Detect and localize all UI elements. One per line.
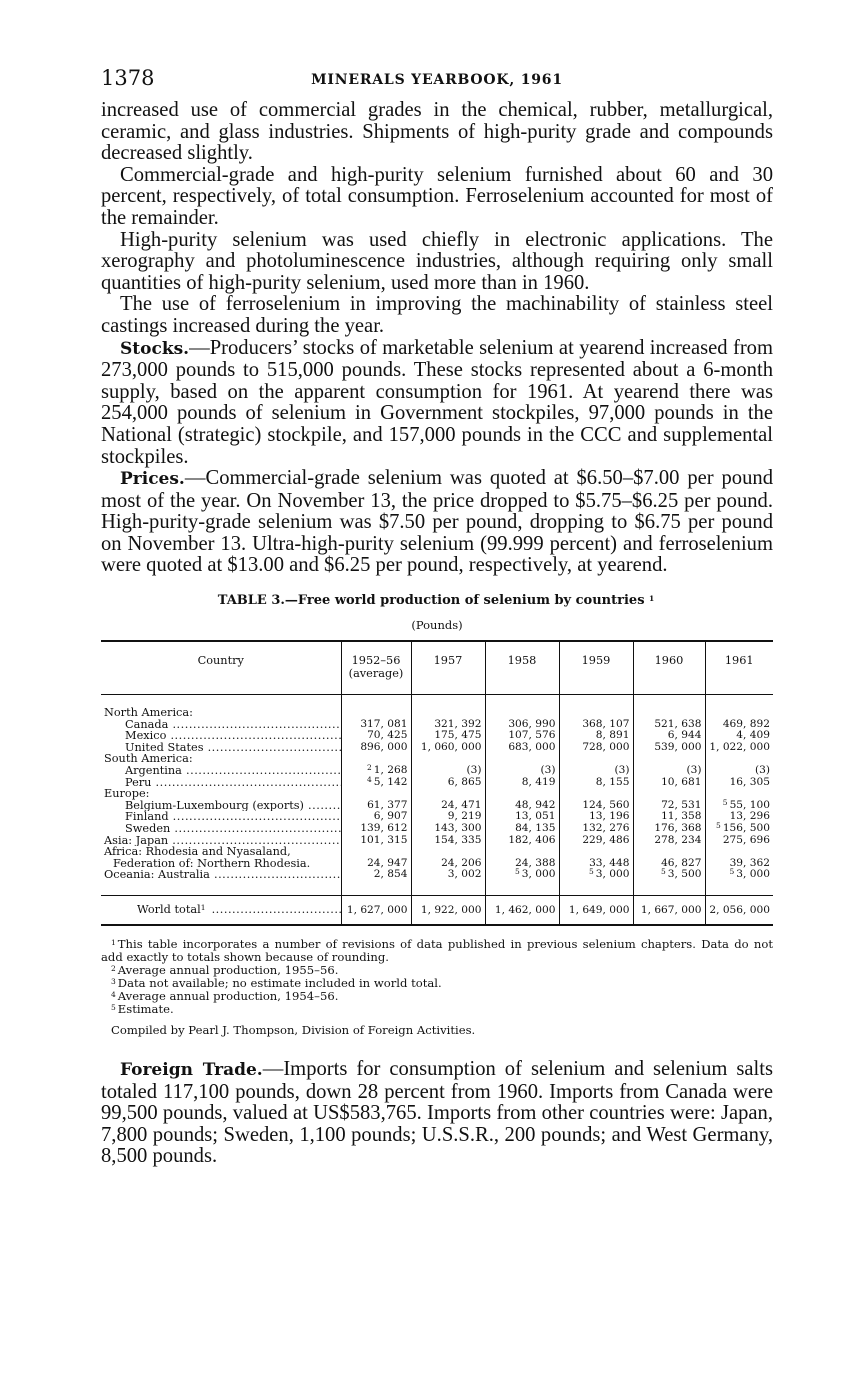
- footnote-mark: 2: [111, 963, 116, 973]
- cell-value: 124, 560: [559, 800, 633, 812]
- cell-value: 1, 022, 000: [705, 742, 773, 754]
- paragraph-prices: [101, 468, 773, 577]
- cell-value: 24, 947: [341, 858, 411, 870]
- cell-value: [485, 869, 559, 881]
- footnote-4: [101, 990, 773, 1003]
- stocks-text: —Producers’ stocks of marketable selenium at yearend increased from 273,000 pounds to 515,000 pounds. These stocks represented about a 6-month supply, based on the apparent consumption for 1961. At yearend there was 254,000 pounds of selenium in Government stockpiles, 97,000 pounds in the National (strategic) stockpile, and 157,000 pounds in the CCC and supplemental stockpiles.: [101, 336, 773, 468]
- paragraph-consumption-uses: increased use of commercial grades in the chemical, rubber, metallurgical, ceramic, and glass industries. Shipments of high-purity grade and compounds decreased slightly.: [101, 99, 773, 165]
- column-header-1959: 1959: [559, 641, 633, 695]
- cell-value: 176, 368: [633, 823, 705, 835]
- table-row: [101, 765, 773, 777]
- cell-value: 107, 576: [485, 730, 559, 742]
- cell-value: 6, 944: [633, 730, 705, 742]
- cell-value: 521, 638: [633, 719, 705, 731]
- table-row-region: [101, 707, 773, 719]
- row-label-australia: Oceania: Australia .....: [101, 869, 341, 881]
- column-header-1952-56-average: (average): [348, 667, 404, 681]
- cell-value: 154, 335: [411, 835, 485, 847]
- prices-heading: Prices.: [120, 469, 185, 490]
- cell-value: (3): [411, 765, 485, 777]
- paragraph-high-purity: High-purity selenium was used chiefly in electronic applications. The xerography and photoluminescence industries, although requiring only small quantities of high-purity selenium, used more than in 1960.: [101, 228, 773, 294]
- prices-text: —Commercial-grade selenium was quoted at $6.50–$7.00 per pound most of the year. On November 13, the price dropped to $5.75–$6.25 per pound. High-purity-grade selenium was $7.50 per pound, dropping to $6.75 per pound on November 13. Ultra-high-purity selenium (99.999 percent) and ferroselenium were quoted at $13.00 and $6.25 per pound, respectively, at yearend.: [101, 467, 773, 577]
- body-text: [101, 100, 773, 577]
- cell-value: 13, 196: [559, 811, 633, 823]
- footnote-text: Data not available; no estimate included in world total.: [117, 975, 442, 990]
- table-spacer-row: [101, 881, 773, 896]
- cell-value: 61, 377: [341, 800, 411, 812]
- cell-value: [633, 869, 705, 881]
- cell-value: [705, 823, 773, 835]
- foreign-trade-section: [101, 1059, 773, 1168]
- stocks-heading: Stocks.: [120, 338, 190, 359]
- column-header-1958: 1958: [485, 641, 559, 695]
- cell-value: 368, 107: [559, 719, 633, 731]
- cell-value: 1, 627, 000: [341, 895, 411, 925]
- column-header-1957: 1957: [411, 641, 485, 695]
- cell-number: 156, 500: [722, 822, 770, 834]
- cell-value: 9, 219: [411, 811, 485, 823]
- page-header: [101, 60, 773, 100]
- cell-value: 101, 315: [341, 835, 411, 847]
- cell-value: 1, 649, 000: [559, 895, 633, 925]
- cell-value: [559, 869, 633, 881]
- cell-value: 229, 486: [559, 835, 633, 847]
- running-title: MINERALS YEARBOOK, 1961: [311, 72, 563, 88]
- cell-value: 48, 942: [485, 800, 559, 812]
- production-table: [101, 640, 773, 926]
- cell-number: 55, 100: [729, 798, 770, 811]
- footnote-mark: 3: [111, 976, 116, 986]
- foreign-trade-heading: Foreign Trade.: [120, 1059, 263, 1080]
- cell-value: 321, 392: [411, 719, 485, 731]
- table-title: [101, 593, 773, 608]
- footnote-text: Estimate.: [117, 1001, 174, 1016]
- footnote-text: Average annual production, 1955–56.: [117, 962, 339, 977]
- row-label-world-total: [101, 895, 341, 925]
- row-label-finland: Finland .....: [101, 811, 341, 823]
- cell-value: 1, 060, 000: [411, 742, 485, 754]
- footnote-5: [101, 1003, 773, 1016]
- cell-value: 182, 406: [485, 835, 559, 847]
- footnote-mark: 5: [589, 867, 594, 877]
- cell-value: 728, 000: [559, 742, 633, 754]
- cell-number: 3, 000: [521, 868, 556, 881]
- cell-value: 2, 056, 000: [705, 895, 773, 925]
- cell-value: 683, 000: [485, 742, 559, 754]
- cell-value: [705, 869, 773, 881]
- footnote-mark: 2: [367, 763, 372, 773]
- cell-value: [341, 774, 411, 789]
- cell-value: 24, 388: [485, 858, 559, 870]
- cell-value: 8, 891: [559, 730, 633, 742]
- row-label-mexico: Mexico .....: [101, 730, 341, 742]
- page: [101, 60, 773, 1168]
- cell-value: 306, 990: [485, 719, 559, 731]
- table-row: [101, 742, 773, 754]
- table-title-footnote-mark: 1: [649, 594, 655, 604]
- paragraph-ferroselenium: The use of ferroselenium in improving the machinability of stainless steel castings increased during the year.: [101, 293, 773, 337]
- paragraph-foreign-trade: [101, 1059, 773, 1168]
- cell-value: 539, 000: [633, 742, 705, 754]
- cell-value: 33, 448: [559, 858, 633, 870]
- cell-value: 46, 827: [633, 858, 705, 870]
- cell-number: 3, 500: [667, 868, 702, 881]
- cell-number: 5, 142: [373, 775, 408, 788]
- table-row: [101, 835, 773, 847]
- cell-value: 11, 358: [633, 811, 705, 823]
- row-label-northern-rhodesia: Federation of: Northern Rhodesia.: [113, 857, 311, 870]
- table-spacer-row: [101, 695, 773, 708]
- footnote-mark: 1: [111, 937, 116, 947]
- cell-value: 2, 854: [341, 869, 411, 881]
- cell-value: 10, 681: [633, 777, 705, 789]
- footnote-text: Average annual production, 1954–56.: [117, 988, 339, 1003]
- paragraph-stocks: [101, 338, 773, 469]
- cell-number: 3, 000: [736, 868, 770, 881]
- table-row: [101, 777, 773, 789]
- footnote-mark: 5: [729, 867, 735, 877]
- column-header-1960: 1960: [633, 641, 705, 695]
- table-row: [101, 869, 773, 881]
- row-label-sweden: Sweden .....: [101, 823, 341, 835]
- paragraph-consumption-share: Commercial-grade and high-purity selenium furnished about 60 and 30 percent, respectively, of total consumption. Ferroselenium accounted for most of the remainder.: [101, 163, 773, 229]
- cell-value: 84, 135: [485, 823, 559, 835]
- cell-value: (3): [705, 765, 773, 777]
- footnote-text: This table incorporates a number of revisions of data published in previous selenium chapters. Data do not add exactly to totals shown because of rounding.: [101, 936, 773, 964]
- cell-value: 72, 531: [633, 800, 705, 812]
- region-south-america: South America:: [104, 753, 193, 766]
- world-total-label: World total: [137, 902, 201, 916]
- cell-number: 3, 000: [595, 868, 630, 881]
- cell-value: 469, 892: [705, 719, 773, 731]
- foreign-trade-text: —Imports for consumption of selenium and selenium salts totaled 117,100 pounds, down 28 percent from 1960. Imports from Canada were 99,500 pounds, valued at US$583,765. Imports from other countries were: Japan, 7,800 pounds; Sweden, 1,100 pounds; U.S.S.R., 200 pounds; and West Germany, 8,500 pounds.: [101, 1057, 773, 1168]
- cell-value: 24, 206: [411, 858, 485, 870]
- cell-value: 6, 865: [411, 777, 485, 789]
- cell-value: 6, 907: [341, 811, 411, 823]
- cell-value: 317, 081: [341, 719, 411, 731]
- cell-value: 13, 051: [485, 811, 559, 823]
- footnote-mark: 5: [111, 1002, 116, 1012]
- row-label-belgium-luxembourg: Belgium-Luxembourg (exports) .....: [101, 800, 341, 812]
- cell-value: 4, 409: [705, 730, 773, 742]
- footnote-mark: 1: [200, 902, 206, 912]
- cell-value: 896, 000: [341, 742, 411, 754]
- cell-value: 278, 234: [633, 835, 705, 847]
- cell-value: 24, 471: [411, 800, 485, 812]
- table-row-region: [101, 753, 773, 765]
- footnote-mark: 4: [111, 989, 116, 999]
- compiled-by: Compiled by Pearl J. Thompson, Division of Foreign Activities.: [111, 1022, 476, 1037]
- cell-value: 1, 667, 000: [633, 895, 705, 925]
- region-europe: Europe:: [104, 788, 150, 800]
- cell-value: 16, 305: [705, 777, 773, 789]
- cell-value: 175, 475: [411, 730, 485, 742]
- table-title-text: TABLE 3.—Free world production of selenium by countries: [217, 593, 645, 609]
- cell-value: (3): [633, 765, 705, 777]
- footnote-1: [101, 938, 773, 964]
- cell-value: 8, 419: [485, 777, 559, 789]
- row-label-japan: Asia: Japan .....: [101, 835, 341, 847]
- cell-value: 275, 696: [705, 835, 773, 847]
- cell-value: 70, 425: [341, 730, 411, 742]
- row-label-argentina: Argentina .....: [101, 765, 341, 777]
- row-label-canada: Canada .....: [101, 719, 341, 731]
- table-row-total: [101, 895, 773, 925]
- column-header-1952-56: [341, 641, 411, 695]
- footnote-mark: 5: [661, 867, 666, 877]
- column-header-country: Country: [101, 641, 341, 695]
- cell-value: 1, 922, 000: [411, 895, 485, 925]
- footnote-mark: 5: [716, 821, 721, 830]
- page-number: 1378: [101, 66, 155, 90]
- cell-value: (3): [485, 765, 559, 777]
- table-header-row: [101, 641, 773, 695]
- cell-value: (3): [559, 765, 633, 777]
- region-north-america: North America:: [104, 707, 193, 719]
- cell-value: 139, 612: [341, 823, 411, 835]
- column-header-1952-56-years: 1952–56: [351, 654, 401, 668]
- footnote-mark: 4: [367, 774, 372, 784]
- cell-value: 132, 276: [559, 823, 633, 835]
- region-africa: Africa: Rhodesia and Nyasaland,: [104, 846, 291, 858]
- cell-value: 39, 362: [705, 858, 773, 870]
- cell-number: 1, 268: [373, 764, 408, 777]
- cell-value: 13, 296: [705, 811, 773, 823]
- footnote-mark: 5: [515, 867, 520, 877]
- row-label-peru: Peru .....: [101, 777, 341, 789]
- table-row: [101, 823, 773, 835]
- column-header-1961: 1961: [705, 641, 773, 695]
- table-footnotes: [101, 938, 773, 1037]
- row-label-united-states: United States .....: [101, 742, 341, 754]
- cell-value: 1, 462, 000: [485, 895, 559, 925]
- cell-value: 143, 300: [411, 823, 485, 835]
- table-unit: (Pounds): [411, 618, 463, 633]
- cell-value: 3, 002: [411, 869, 485, 881]
- footnote-mark: 5: [722, 797, 728, 807]
- cell-value: 8, 155: [559, 777, 633, 789]
